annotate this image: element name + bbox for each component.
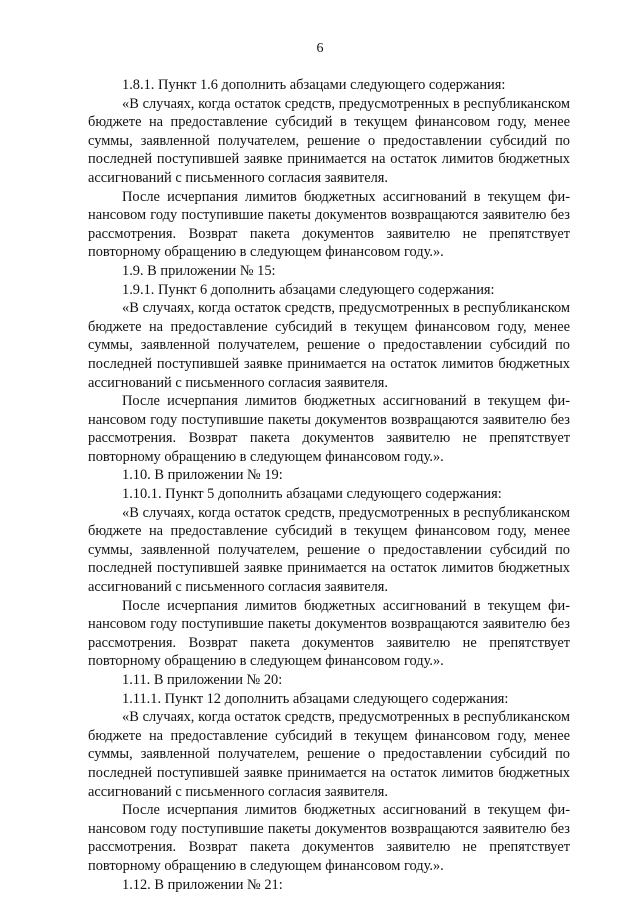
paragraph: 1.8.1. Пункт 1.6 дополнить абзацами следующего содержания: [122,77,506,93]
paragraph: 1.10. В приложении № 19: [122,467,283,484]
page-number: 6 [316,41,324,56]
paragraph: 1.12. В приложении № 21: [122,876,283,893]
paragraph: «В случаях, когда остаток средств, предусмотренных в республиканском бюджете на предоставление субсидий в текущем финансовом году, менее суммы, заявленной получателем, решение о предоставлении субсидий по последней поступившей заявке принимается на остаток лимитов бюджетных ассигнований с письменного согласия заявителя. [88,709,570,800]
paragraph: После исчерпания лимитов бюджетных ассигнований в текущем финансовом году поступившие пакеты документов возвращаются заявителю без рассмотрения. Возврат пакета документов заявителю не препятствует повторному обращению в следующем финансовом году.». [88,188,570,261]
paragraph: «В случаях, когда остаток средств, предусмотренных в республиканском бюджете на предоставление субсидий в текущем финансовом году, менее суммы, заявленной получателем, решение о предоставлении субсидий по последней поступившей заявке принимается на остаток лимитов бюджетных ассигнований с письменного согласия заявителя. [88,95,570,186]
paragraph: «В случаях, когда остаток средств, предусмотренных в республиканском бюджете на предоставление субсидий в текущем финансовом году, менее суммы, заявленной получателем, решение о предоставлении субсидий по последней поступившей заявке принимается на остаток лимитов бюджетных ассигнований с письменного согласия заявителя. [88,300,570,391]
paragraph: После исчерпания лимитов бюджетных ассигнований в текущем финансовом году поступившие пакеты документов возвращаются заявителю без рассмотрения. Возврат пакета документов заявителю не препятствует повторному обращению в следующем финансовом году.». [88,393,570,465]
paragraph: 1.9.1. Пункт 6 дополнить абзацами следующего содержания: [122,281,495,298]
paragraph: 1.10.1. Пункт 5 дополнить абзацами следующего содержания: [122,486,502,503]
paragraph: «В случаях, когда остаток средств, предусмотренных в республиканском бюджете на предоставление субсидий в текущем финансовом году, менее суммы, заявленной получателем, решение о предоставлении субсидий по последней поступившей заявке принимается на остаток лимитов бюджетных ассигнований с письменного согласия заявителя. [88,504,570,596]
paragraph: После исчерпания лимитов бюджетных ассигнований в текущем финансовом году поступившие пакеты документов возвращаются заявителю без рассмотрения. Возврат пакета документов заявителю не препятствует повторному обращению в следующем финансовом году.». [88,802,570,874]
paragraph: 1.11. В приложении № 20: [122,672,283,688]
paragraph: После исчерпания лимитов бюджетных ассигнований в текущем финансовом году поступившие пакеты документов возвращаются заявителю без рассмотрения. Возврат пакета документов заявителю не препятствует повторному обращению в следующем финансовом году.». [88,597,570,670]
paragraph: 1.11.1. Пункт 12 дополнить абзацами следующего содержания: [122,690,509,707]
paragraph: 1.9. В приложении № 15: [122,262,276,279]
document-body [88,76,570,894]
